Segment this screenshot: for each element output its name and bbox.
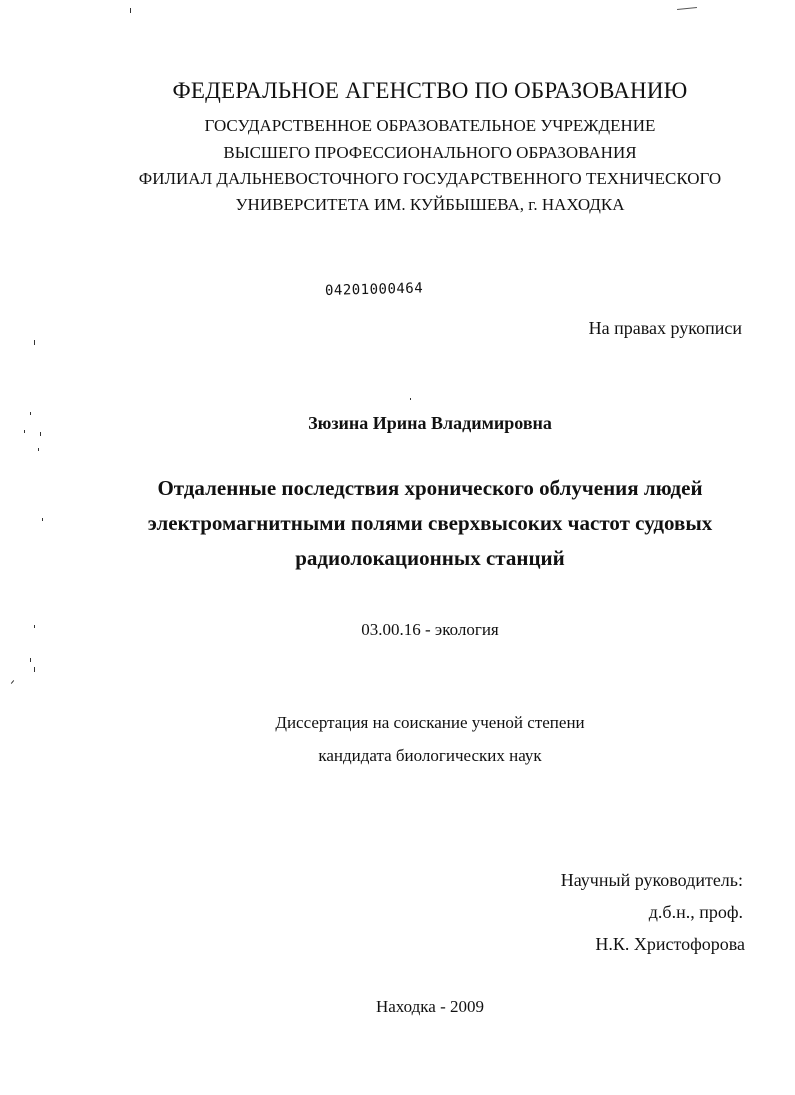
specialty-code: 03.00.16 - экология — [361, 620, 499, 639]
scan-speck — [42, 518, 43, 521]
scan-speck — [34, 625, 35, 628]
scan-speck — [34, 667, 35, 672]
author-name: Зюзина Ирина Владимировна — [308, 413, 552, 433]
agency-name: ФЕДЕРАЛЬНОЕ АГЕНСТВО ПО ОБРАЗОВАНИЮ — [172, 78, 688, 103]
scan-mark-top-right — [677, 7, 697, 10]
scan-speck — [38, 448, 39, 451]
supervisor-name: Н.К. Христофорова — [595, 934, 745, 954]
thesis-title-line-2: электромагнитными полями сверхвысоких частот судовых — [147, 511, 713, 535]
scan-speck — [30, 658, 31, 662]
institution-line-2: ВЫСШЕГО ПРОФЕССИОНАЛЬНОГО ОБРАЗОВАНИЯ — [223, 143, 637, 162]
degree-line-2: кандидата биологических наук — [318, 746, 542, 765]
scan-speck — [34, 340, 35, 345]
place-and-year: Находка - 2009 — [375, 997, 485, 1016]
scan-speck — [30, 412, 31, 415]
institution-line-1: ГОСУДАРСТВЕННОЕ ОБРАЗОВАТЕЛЬНОЕ УЧРЕЖДЕНИЕ — [204, 116, 656, 135]
thesis-title-line-1: Отдаленные последствия хронического облучения людей — [157, 476, 703, 500]
thesis-title-line-3: радиолокационных станций — [295, 546, 565, 570]
catalog-number-stamp: 04201000464 — [324, 280, 424, 299]
manuscript-note: На правах рукописи — [588, 318, 742, 338]
degree-line-1: Диссертация на соискание ученой степени — [275, 713, 585, 732]
scan-speck — [11, 680, 14, 684]
scan-speck — [24, 430, 25, 433]
scan-speck — [130, 8, 131, 13]
scan-speck — [410, 398, 411, 400]
institution-line-3: ФИЛИАЛ ДАЛЬНЕВОСТОЧНОГО ГОСУДАРСТВЕННОГО ТЕХНИЧЕСКОГО — [138, 169, 722, 188]
institution-line-4: УНИВЕРСИТЕТА ИМ. КУЙБЫШЕВА, г. НАХОДКА — [235, 195, 625, 214]
scan-speck — [40, 432, 41, 436]
supervisor-credentials: д.б.н., проф. — [648, 902, 743, 922]
supervisor-role: Научный руководитель: — [560, 870, 743, 890]
